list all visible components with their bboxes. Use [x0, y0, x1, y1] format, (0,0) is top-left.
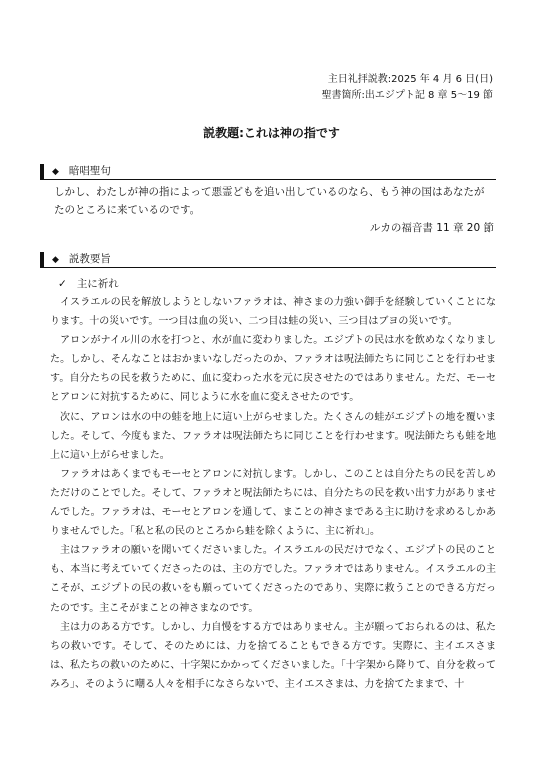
sermon-meta — [321, 72, 493, 104]
diamond-bullet-icon: ◆ — [52, 255, 59, 265]
summary-heading-label: 説教要旨 — [68, 253, 111, 265]
summary-paragraph: アロンがナイル川の水を打つと、水が血に変わりました。エジプトの民は水を飲めなくなりました。しかし、そんなことはおかまいなしだったのか、ファラオは呪法師たちに同じことを行わせます。自分たちの民を救うために、血に変わった水を元に戻させたのではありません。ただ、モーセとアロンに対抗するために、同じように水を血に変えさせたのです。 — [50, 335, 496, 404]
checkmark-icon: ✓ — [58, 278, 67, 290]
summary-paragraph: 次に、アロンは水の中の蛙を地上に這い上がらせました。たくさんの蛙がエジプトの地を覆いました。そして、今度もまた、ファラオは呪法師たちに同じことを行わせます。呪法師たちも蛙を地上に這い上がらせました。 — [50, 411, 496, 461]
sermon-title: 説教題:これは神の指です — [203, 126, 340, 140]
memory-verse-text: しかし、わたしが神の指によって悪霊どもを追い出しているのなら、もう神の国はあなたがたのところに来ているのです。 — [54, 186, 485, 216]
sermon-date: 主日礼拝説教:2025 年 4 月 6 日(日) — [327, 74, 493, 85]
summary-paragraph: イスラエルの民を解放しようとしないファラオは、神さまの力強い御手を経験していくことになります。十の災いです。一つ目は血の災い、二つ目は蛙の災い、三つ目はブヨの災いです。 — [50, 297, 496, 328]
diamond-bullet-icon: ◆ — [52, 167, 59, 177]
summary-paragraph: ファラオはあくまでもモーセとアロンに対抗します。しかし、このことは自分たちの民を苦しめただけのことでした。そして、ファラオと呪法師たちには、自分たちの民を救い出す力がありませんでした。ファラオは、モーセとアロンを通して、まことの神さまである主に助けを求めるしかありませんでした。「私と私の民のところから蛙を除くように、主に祈れ」。 — [50, 468, 496, 538]
summary-paragraph: 主は力のある方です。しかし、力自慢をする方ではありません。主が願っておられるのは、私たちの救いです。そして、そのためには、力を捨てることもできる方です。実際に、主イエスさまは、私たちの救いのために、十字架にかかってくださいました。「十字架から降りて、自分を救ってみろ」、そのように嘲る人々を相手になさらないで、主イエスさまは、力を捨てたままで、十 — [50, 621, 496, 690]
sermon-summary-body — [50, 293, 496, 694]
memory-verse-reference: ルカの福音書 11 章 20 節 — [369, 222, 494, 234]
summary-subheading-label: 主に祈れ — [76, 278, 119, 290]
recitation-heading-label: 暗唱聖句 — [68, 165, 111, 177]
scripture-reference: 聖書箇所:出エジプト記 8 章 5～19 節 — [321, 90, 493, 101]
summary-paragraph: 主はファラオの願いを聞いてくださいました。イスラエルの民だけでなく、エジプトの民のことも、本当に考えていてくださったのは、主の方でした。ファラオではありません。イスラエルの主こそが、エジプトの民の救いをも願っていてくださったのであり、実際に救うことのできる方だったのです。主こそがまことの神さまなのです。 — [50, 545, 496, 614]
summary-subheading — [58, 276, 119, 291]
summary-section-heading — [40, 252, 496, 268]
memory-verse — [54, 183, 494, 237]
recitation-section-heading — [40, 164, 496, 180]
